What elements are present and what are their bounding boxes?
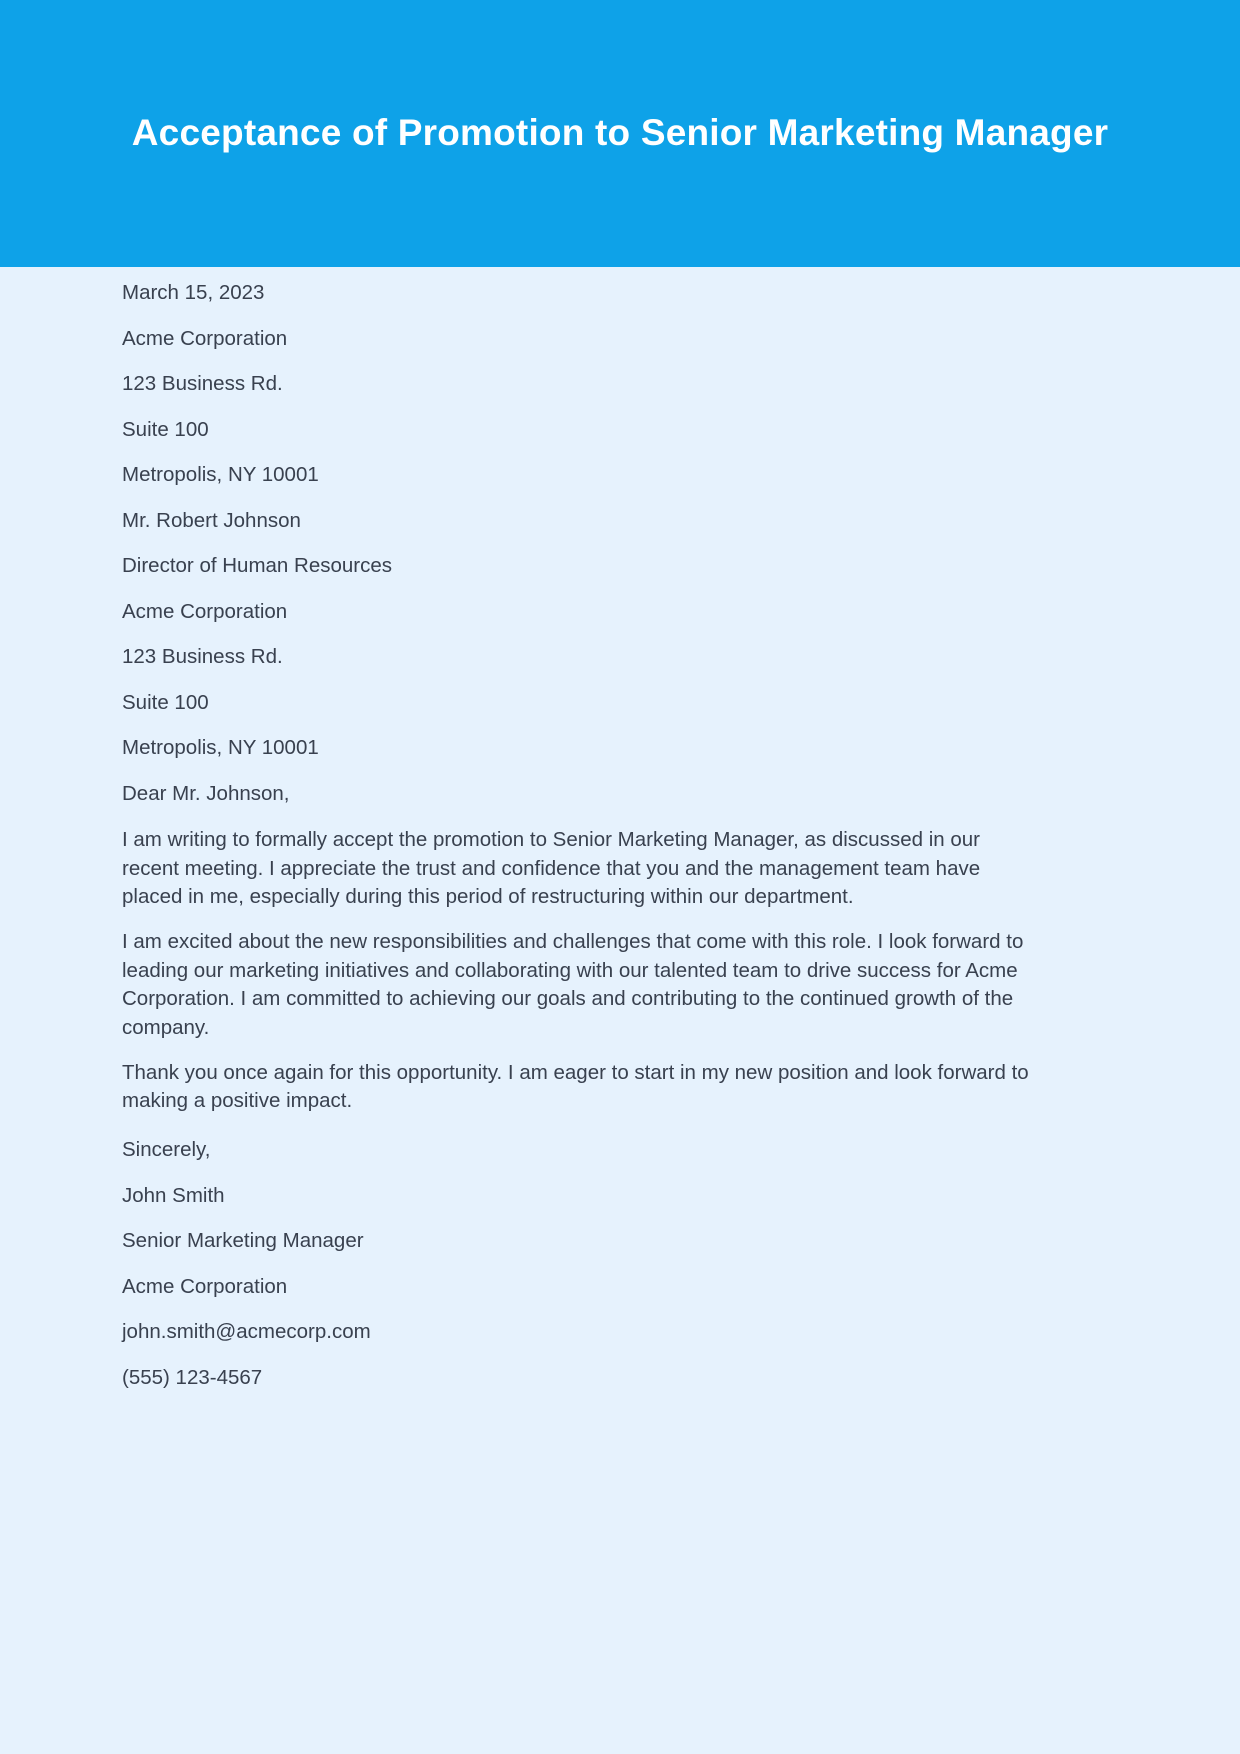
recipient-company: Acme Corporation — [122, 599, 288, 623]
body-paragraph-3: Thank you once again for this opportunity. I am eager to start in my new position and look forward to making a positive impact. — [122, 1060, 1029, 1112]
letter-content — [122, 267, 1042, 1410]
recipient-street: 123 Business Rd. — [122, 645, 283, 668]
body-paragraph-1: I am writing to formally accept the promotion to Senior Marketing Manager, as discussed in our recent meeting. I appreciate the trust and confidence that you and the management team have placed in me, especially during this period of restructuring within our department. — [122, 828, 981, 908]
recipient-suite: Suite 100 — [122, 690, 209, 714]
recipient-name: Mr. Robert Johnson — [122, 508, 301, 532]
letter-body — [0, 267, 1240, 1410]
body-paragraph-2: I am excited about the new responsibilities and challenges that come with this role. I look forward to leading our marketing initiatives and collaborating with our talented team to drive success for Acme Corporation. I am committed to achieving our goals and contributing to the continued growth of the company. — [122, 930, 1024, 1039]
signature-phone: (555) 123-4567 — [122, 1365, 263, 1389]
page-title: Acceptance of Promotion to Senior Marketing Manager — [131, 112, 1109, 154]
recipient-city-state-zip: Metropolis, NY 10001 — [122, 736, 319, 759]
closing: Sincerely, — [122, 1138, 211, 1161]
signature-company: Acme Corporation — [122, 1274, 288, 1298]
signature-job-title: Senior Marketing Manager — [122, 1229, 364, 1252]
letter-date: March 15, 2023 — [122, 281, 265, 304]
sender-suite: Suite 100 — [122, 417, 209, 441]
recipient-job-title: Director of Human Resources — [122, 554, 393, 577]
document-header-band — [0, 0, 1240, 267]
signature-email: john.smith@acmecorp.com — [122, 1320, 371, 1343]
sender-street: 123 Business Rd. — [122, 372, 283, 395]
sender-company: Acme Corporation — [122, 326, 288, 350]
salutation: Dear Mr. Johnson, — [122, 781, 290, 805]
signature-name: John Smith — [122, 1183, 225, 1207]
sender-city-state-zip: Metropolis, NY 10001 — [122, 463, 319, 486]
